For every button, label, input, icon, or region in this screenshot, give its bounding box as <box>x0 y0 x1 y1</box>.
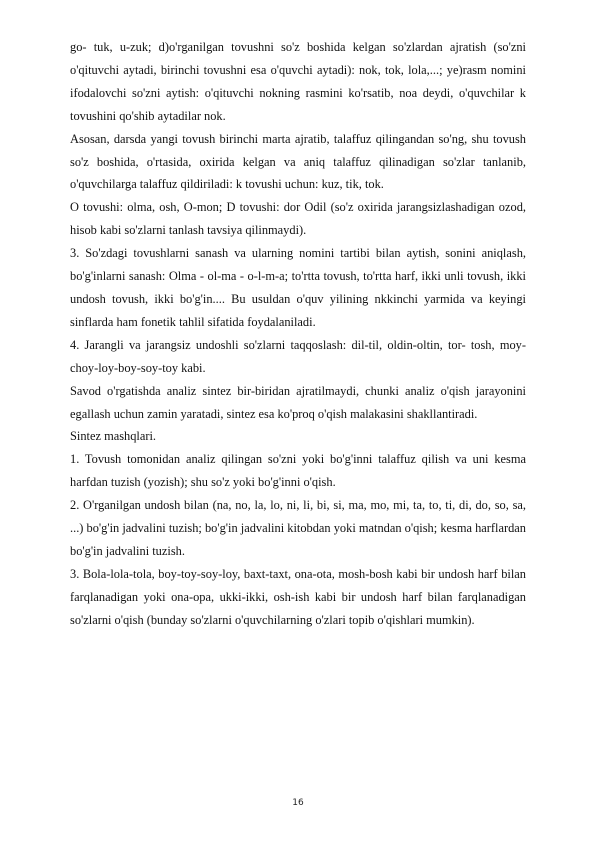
paragraph-5: 4. Jarangli va jarangsiz undoshli so'zlarni taqqoslash: dil-til, oldin-oltin, tor- tosh, moy-choy-loy-boy-soy-toy kabi. <box>70 337 526 375</box>
paragraph-6: Savod o'rgatishda analiz sintez bir-biridan ajratilmaydi, chunki analiz o'qish jarayonini egallash uchun zamin yaratadi, sintez esa ko'proq o'qish malakasini shakllantiradi. <box>70 383 526 421</box>
paragraph-3: O tovushi: olma, osh, O-mon; D tovushi: dor Odil (so'z oxirida jarangsizlashadigan ozod, hisob kabi so'zlarni tanlash tavsiya qilinmaydi). <box>70 200 526 238</box>
page-number: 16 <box>292 798 304 808</box>
paragraph-1: go- tuk, u-zuk; d)o'rganilgan tovushni so'z boshida kelgan so'zlardan ajratish (so'zni o'qituvchi aytadi, birinchi tovushni esa o'quvchi aytadi): nok, tok, lola,...; ye)rasm nomini ifodalovchi so'zni aytish: o'qituvchi nokning rasmini ko'rsatib, noa deydi, o'quvchilar k tovushini qo'shib aytadilar nok. <box>70 40 526 123</box>
page-body <box>70 36 526 632</box>
paragraph-9: 2. O'rganilgan undosh bilan (na, no, la, lo, ni, li, bi, si, ma, mo, mi, ta, to, ti, di, do, so, sa, ...) bo'g'in jadvalini tuzish; bo'g'in jadvalini kitobdan yoki matndan o'qish; kesma harflardan bo'g'in jadvalini tuzish. <box>70 498 526 558</box>
section-heading-sintez: Sintez mashqlari. <box>70 429 157 444</box>
paragraph-2: Asosan, darsda yangi tovush birinchi marta ajratib, talaffuz qilingandan so'ng, shu tovush so'z boshida, o'rtasida, oxirida kelgan va aniq talaffuz qilinadigan so'zlar tanlanib, o'quvchilarga talaffuz qildiriladi: k tovushi uchun: kuz, tik, tok. <box>70 131 526 192</box>
paragraph-4: 3. So'zdagi tovushlarni sanash va ularning nomini tartibi bilan aytish, sonini aniqlash, bo'g'inlarni sanash: Olma - ol-ma - o-l-m-a; to'rtta tovush, to'rtta harf, ikki unli tovush, ikki undosh tovush, ikki bo'g'in.... Bu usuldan o'quv yilining nkkinchi yarmida va keyingi sinflarda ham fonetik tahlil sifatida foydalaniladi. <box>70 246 526 329</box>
paragraph-8: 1. Tovush tomonidan analiz qilingan so'zni yoki bo'g'inni talaffuz qilish va uni kesma harfdan tuzish (yozish); shu so'z yoki bo'g'inni o'qish. <box>70 452 526 490</box>
paragraph-10: 3. Bola-lola-tola, boy-toy-soy-loy, baxt-taxt, ona-ota, mosh-bosh kabi bir undosh harf bilan farqlanadigan yoki ona-opa, ukki-ikki, osh-ish kabi bir undosh harf bilan farqlanadigan so'zlarni o'qish (bunday so'zlarni o'quvchilarning o'zlari topib o'qishlari mumkin). <box>70 566 526 627</box>
